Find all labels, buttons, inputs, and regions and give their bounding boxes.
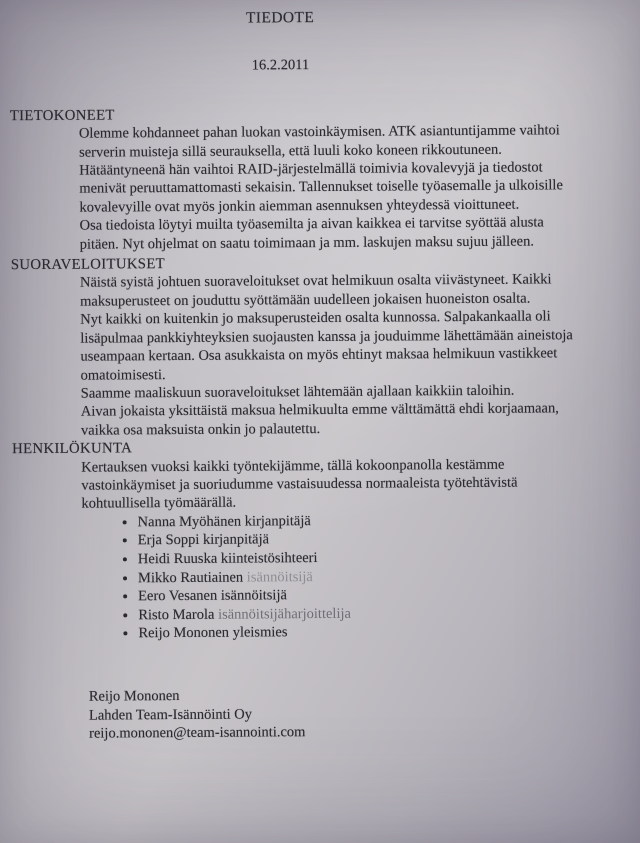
section-tietokoneet — [1, 103, 640, 255]
staff-name: Reijo Mononen — [138, 624, 230, 642]
section-heading-tietokoneet: TIETOKONEET — [9, 107, 115, 124]
signature-block — [89, 684, 640, 744]
signature-email: reijo.mononen@team-isannointi.com — [89, 724, 306, 742]
staff-name: Eero Vesanen — [138, 587, 218, 605]
staff-list — [116, 510, 640, 644]
signature-name: Reijo Mononen — [88, 687, 180, 705]
page-title: TIEDOTE — [245, 9, 315, 27]
staff-name: Mikko Rautiainen — [137, 569, 244, 586]
section-suoraveloitukset — [2, 252, 640, 441]
staff-name: Nanna Myöhänen — [137, 513, 242, 531]
section-henkilokunta — [3, 436, 640, 644]
staff-name: Risto Marola — [138, 606, 215, 624]
section-body-tietokoneet: Olemme kohdanneet pahan luokan vastoinkäymisen. ATK asiantuntijamme vaihtoi serverin muisteja sillä seurauksella, että luuli koko koneen rikkoutuneen. Hätääntyneenä hän vaihtoi RAID-järjestelmällä toimivia kovalevyjä ja tiedostot menivät peruuttamattomasti sekaisin. Tallennukset toiselle työasemalle ja ulkoisille kovalevyille ovat myös jonkin aiemman asennuksen yhteydessä vioittuneet. Osa tiedoista löytyi muilta työasemilta ja aivan kaikkea ei tarvitse syöttää alusta pitäen. Nyt ohjelmat on saatu toimimaan ja mm. laskujen maksu sujuu jälleen. — [78, 122, 563, 253]
section-heading-suoraveloitukset: SUORAVELOITUKSET — [10, 256, 166, 274]
staff-role: isännöitsijä — [246, 568, 313, 586]
document-date: 16.2.2011 — [251, 57, 310, 74]
staff-role: yleismies — [232, 624, 288, 641]
section-heading-henkilokunta: HENKILÖKUNTA — [12, 440, 133, 458]
staff-name: Heidi Ruuska — [137, 550, 218, 568]
section-body-suoraveloitukset: Näistä syistä johtuen suoraveloitukset ovat helmikuun osalta viivästyneet. Kaikki maksuperusteet on jouduttu syöttämään uudelleen jokaisen huoneiston osalta. Nyt kaikki on kuitenkin jo maksuperusteiden osalta kunnossa. Salpakankaalla oli lisäpulmaa pankkiyhteyksien suojausten kanssa ja jouduimme lähettämään aineistoja useampaan kertaan. Osa asukkaista on myös ehtinyt maksaa helmikuun vastikkeet omatoimisesti. Saamme maaliskuun suoraveloitukset lähtemään ajallaan kaikkiin taloihin. Aivan jokaista yksittäistä maksua helmikuulta emme välttämättä ehdi korjaamaan, vaikka osa maksuista onkin jo palautettu. — [79, 271, 573, 439]
staff-role: kirjanpitäjä — [244, 512, 311, 530]
signature-company: Lahden Team-Isännöinti Oy — [88, 705, 253, 724]
staff-name: Erja Soppi — [137, 532, 200, 549]
section-body-henkilokunta: Kertauksen vuoksi kaikki työntekijämme, tällä kokoonpanolla kestämme vastoinkäymiset ja suoriudumme vastaisuudessa normaaleista työtehtävistä kohtuullisella työmäärällä. — [81, 456, 518, 513]
staff-role: kirjanpitäjä — [202, 531, 270, 549]
staff-item — [138, 621, 640, 643]
staff-role: isännöitsijä — [220, 587, 287, 604]
staff-role: isännöitsijäharjoittelija — [217, 605, 351, 623]
staff-role: kiinteistösihteeri — [220, 549, 318, 567]
